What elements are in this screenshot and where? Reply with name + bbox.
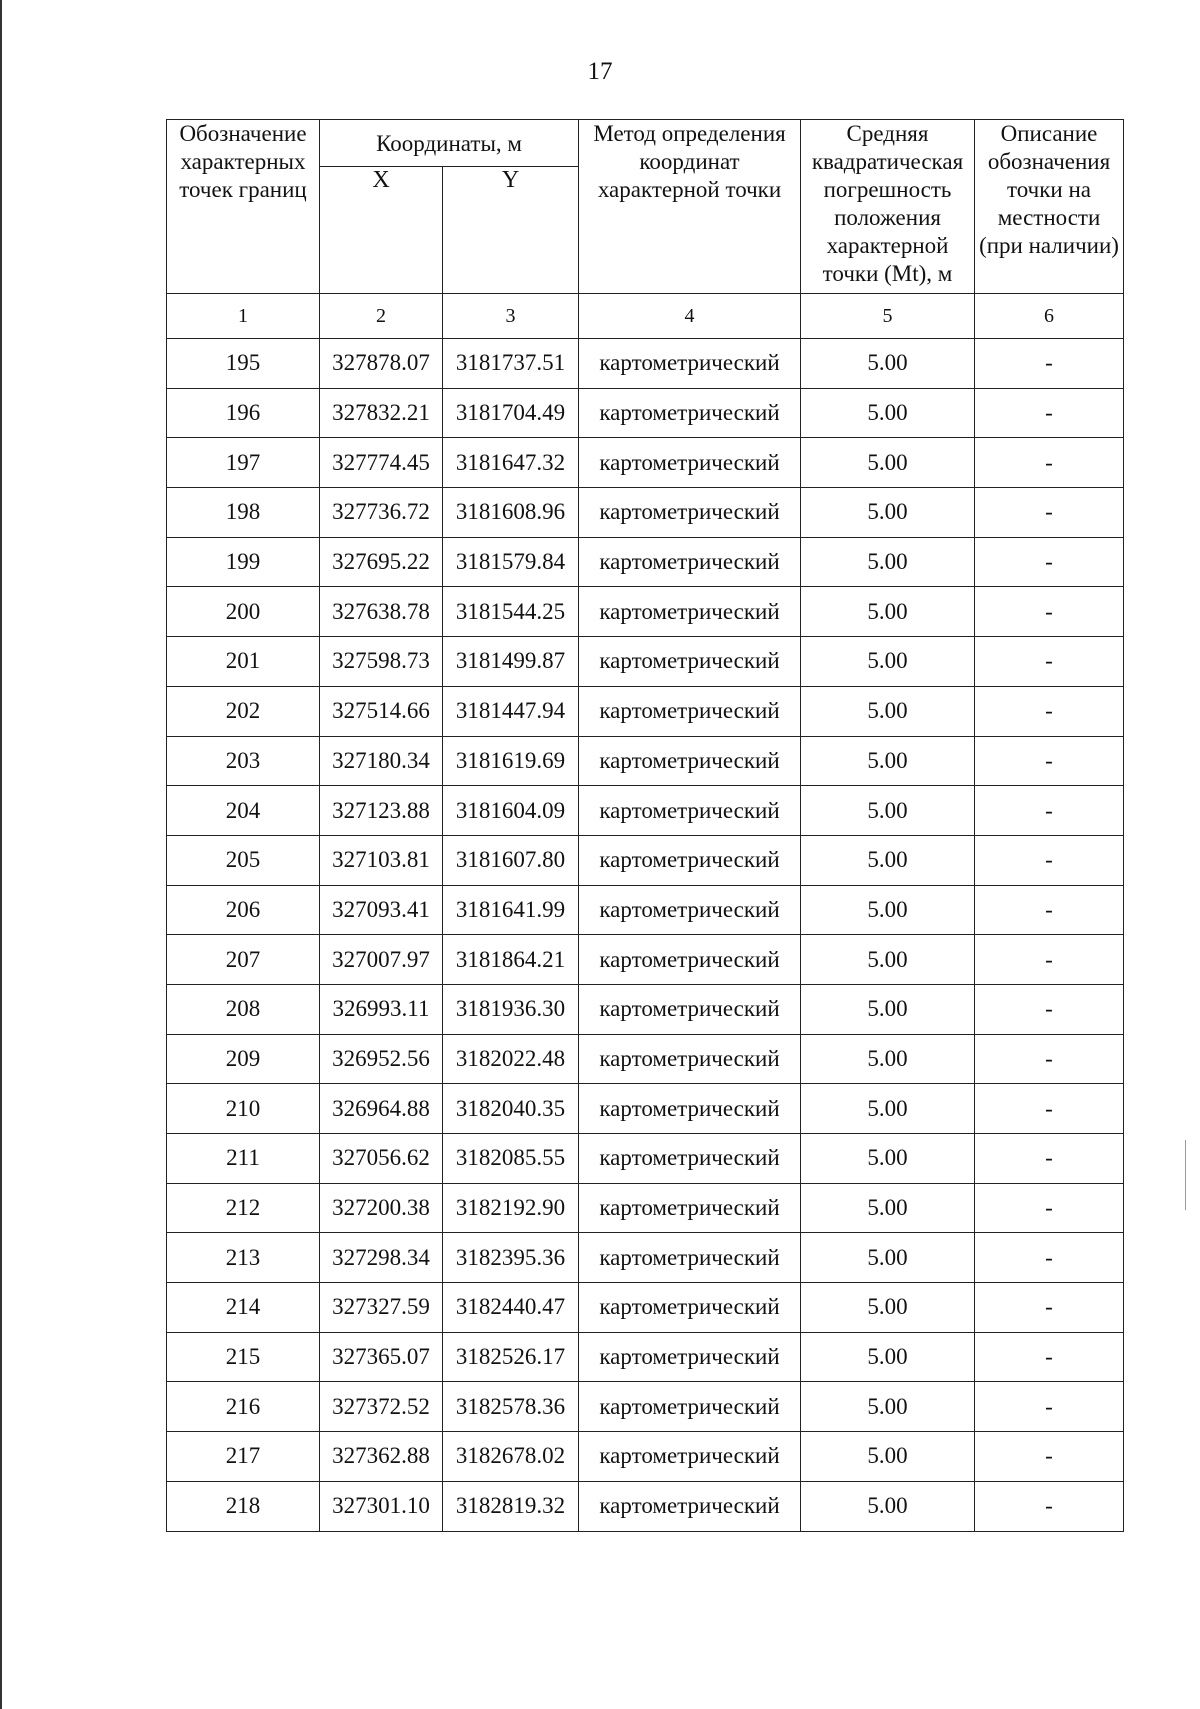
header-y: Y	[443, 167, 579, 294]
x-coord-cell: 327598.73	[320, 637, 443, 687]
table-row	[167, 488, 1124, 538]
y-coord-cell: 3181936.30	[443, 984, 579, 1034]
table-row	[167, 339, 1124, 389]
table-row	[167, 1034, 1124, 1084]
description-cell: -	[975, 885, 1124, 935]
description-cell: -	[975, 1134, 1124, 1184]
point-id-cell: 211	[167, 1134, 320, 1184]
x-coord-cell: 327056.62	[320, 1134, 443, 1184]
scan-edge-mark	[1185, 1140, 1186, 1210]
table-row	[167, 1332, 1124, 1382]
error-cell: 5.00	[801, 1382, 975, 1432]
error-cell: 5.00	[801, 885, 975, 935]
point-id-cell: 214	[167, 1283, 320, 1333]
table-row	[167, 984, 1124, 1034]
table-row	[167, 388, 1124, 438]
x-coord-cell: 327638.78	[320, 587, 443, 637]
description-cell: -	[975, 1432, 1124, 1482]
x-coord-cell: 327736.72	[320, 488, 443, 538]
error-cell: 5.00	[801, 1084, 975, 1134]
description-cell: -	[975, 1034, 1124, 1084]
y-coord-cell: 3181647.32	[443, 438, 579, 488]
description-cell: -	[975, 438, 1124, 488]
scan-edge-line	[0, 0, 2, 1709]
error-cell: 5.00	[801, 488, 975, 538]
point-id-cell: 197	[167, 438, 320, 488]
x-coord-cell: 327093.41	[320, 885, 443, 935]
method-cell: картометрический	[579, 1382, 801, 1432]
y-coord-cell: 3181737.51	[443, 339, 579, 389]
column-number: 4	[579, 294, 801, 339]
error-cell: 5.00	[801, 1183, 975, 1233]
table-row	[167, 786, 1124, 836]
table-row	[167, 686, 1124, 736]
error-cell: 5.00	[801, 1233, 975, 1283]
method-cell: картометрический	[579, 339, 801, 389]
x-coord-cell: 326952.56	[320, 1034, 443, 1084]
point-id-cell: 207	[167, 935, 320, 985]
description-cell: -	[975, 339, 1124, 389]
description-cell: -	[975, 686, 1124, 736]
method-cell: картометрический	[579, 388, 801, 438]
description-cell: -	[975, 835, 1124, 885]
point-id-cell: 198	[167, 488, 320, 538]
point-id-cell: 202	[167, 686, 320, 736]
description-cell: -	[975, 1283, 1124, 1333]
table-row	[167, 537, 1124, 587]
point-id-cell: 218	[167, 1481, 320, 1531]
header-mean-square-error: Средняя квадратическая погрешность положения характерной точки (Mt), м	[801, 120, 975, 294]
method-cell: картометрический	[579, 885, 801, 935]
y-coord-cell: 3181544.25	[443, 587, 579, 637]
y-coord-cell: 3181704.49	[443, 388, 579, 438]
y-coord-cell: 3181608.96	[443, 488, 579, 538]
y-coord-cell: 3182040.35	[443, 1084, 579, 1134]
method-cell: картометрический	[579, 438, 801, 488]
y-coord-cell: 3182819.32	[443, 1481, 579, 1531]
header-x: X	[320, 167, 443, 294]
y-coord-cell: 3181579.84	[443, 537, 579, 587]
table-row	[167, 1233, 1124, 1283]
error-cell: 5.00	[801, 1332, 975, 1382]
method-cell: картометрический	[579, 1233, 801, 1283]
point-id-cell: 208	[167, 984, 320, 1034]
header-description: Описание обозначения точки на местности (при наличии)	[975, 120, 1124, 294]
method-cell: картометрический	[579, 1283, 801, 1333]
error-cell: 5.00	[801, 1283, 975, 1333]
error-cell: 5.00	[801, 1432, 975, 1482]
header-method: Метод определения координат характерной точки	[579, 120, 801, 294]
y-coord-cell: 3182578.36	[443, 1382, 579, 1432]
method-cell: картометрический	[579, 488, 801, 538]
point-id-cell: 203	[167, 736, 320, 786]
description-cell: -	[975, 1183, 1124, 1233]
y-coord-cell: 3181641.99	[443, 885, 579, 935]
error-cell: 5.00	[801, 339, 975, 389]
description-cell: -	[975, 587, 1124, 637]
description-cell: -	[975, 1481, 1124, 1531]
error-cell: 5.00	[801, 1034, 975, 1084]
point-id-cell: 212	[167, 1183, 320, 1233]
table-row	[167, 1134, 1124, 1184]
table-row	[167, 885, 1124, 935]
column-number: 6	[975, 294, 1124, 339]
error-cell: 5.00	[801, 537, 975, 587]
method-cell: картометрический	[579, 686, 801, 736]
y-coord-cell: 3181604.09	[443, 786, 579, 836]
point-id-cell: 215	[167, 1332, 320, 1382]
point-id-cell: 199	[167, 537, 320, 587]
method-cell: картометрический	[579, 984, 801, 1034]
x-coord-cell: 327362.88	[320, 1432, 443, 1482]
method-cell: картометрический	[579, 537, 801, 587]
header-point-designation: Обозначение характерных точек границ	[167, 120, 320, 294]
column-number: 3	[443, 294, 579, 339]
table-row	[167, 587, 1124, 637]
x-coord-cell: 327365.07	[320, 1332, 443, 1382]
table-row	[167, 1432, 1124, 1482]
point-id-cell: 201	[167, 637, 320, 687]
point-id-cell: 209	[167, 1034, 320, 1084]
point-id-cell: 204	[167, 786, 320, 836]
x-coord-cell: 327007.97	[320, 935, 443, 985]
error-cell: 5.00	[801, 637, 975, 687]
column-number: 2	[320, 294, 443, 339]
table-row	[167, 438, 1124, 488]
method-cell: картометрический	[579, 1134, 801, 1184]
y-coord-cell: 3182395.36	[443, 1233, 579, 1283]
y-coord-cell: 3181499.87	[443, 637, 579, 687]
method-cell: картометрический	[579, 835, 801, 885]
column-number: 5	[801, 294, 975, 339]
table-row	[167, 1481, 1124, 1531]
y-coord-cell: 3182085.55	[443, 1134, 579, 1184]
error-cell: 5.00	[801, 835, 975, 885]
x-coord-cell: 327878.07	[320, 339, 443, 389]
description-cell: -	[975, 1084, 1124, 1134]
method-cell: картометрический	[579, 637, 801, 687]
y-coord-cell: 3182022.48	[443, 1034, 579, 1084]
method-cell: картометрический	[579, 786, 801, 836]
column-number-row	[167, 294, 1124, 339]
method-cell: картометрический	[579, 1084, 801, 1134]
table-row	[167, 1382, 1124, 1432]
error-cell: 5.00	[801, 686, 975, 736]
x-coord-cell: 327103.81	[320, 835, 443, 885]
column-number: 1	[167, 294, 320, 339]
method-cell: картометрический	[579, 1481, 801, 1531]
y-coord-cell: 3181607.80	[443, 835, 579, 885]
y-coord-cell: 3181864.21	[443, 935, 579, 985]
error-cell: 5.00	[801, 935, 975, 985]
table-row	[167, 1084, 1124, 1134]
point-id-cell: 196	[167, 388, 320, 438]
description-cell: -	[975, 388, 1124, 438]
description-cell: -	[975, 984, 1124, 1034]
header-coordinates: Координаты, м	[320, 120, 579, 167]
error-cell: 5.00	[801, 587, 975, 637]
y-coord-cell: 3182526.17	[443, 1332, 579, 1382]
point-id-cell: 217	[167, 1432, 320, 1482]
table-row	[167, 736, 1124, 786]
y-coord-cell: 3182440.47	[443, 1283, 579, 1333]
table-row	[167, 835, 1124, 885]
method-cell: картометрический	[579, 587, 801, 637]
point-id-cell: 210	[167, 1084, 320, 1134]
method-cell: картометрический	[579, 736, 801, 786]
point-id-cell: 200	[167, 587, 320, 637]
error-cell: 5.00	[801, 438, 975, 488]
description-cell: -	[975, 1332, 1124, 1382]
x-coord-cell: 327301.10	[320, 1481, 443, 1531]
description-cell: -	[975, 1382, 1124, 1432]
error-cell: 5.00	[801, 1134, 975, 1184]
x-coord-cell: 326993.11	[320, 984, 443, 1034]
description-cell: -	[975, 637, 1124, 687]
y-coord-cell: 3181447.94	[443, 686, 579, 736]
table-row	[167, 935, 1124, 985]
x-coord-cell: 326964.88	[320, 1084, 443, 1134]
method-cell: картометрический	[579, 1432, 801, 1482]
x-coord-cell: 327123.88	[320, 786, 443, 836]
method-cell: картометрический	[579, 1034, 801, 1084]
x-coord-cell: 327774.45	[320, 438, 443, 488]
x-coord-cell: 327695.22	[320, 537, 443, 587]
error-cell: 5.00	[801, 388, 975, 438]
point-id-cell: 195	[167, 339, 320, 389]
point-id-cell: 216	[167, 1382, 320, 1432]
description-cell: -	[975, 488, 1124, 538]
point-id-cell: 205	[167, 835, 320, 885]
point-id-cell: 213	[167, 1233, 320, 1283]
error-cell: 5.00	[801, 984, 975, 1034]
page-number: 17	[587, 58, 613, 85]
table-row	[167, 637, 1124, 687]
x-coord-cell: 327298.34	[320, 1233, 443, 1283]
x-coord-cell: 327372.52	[320, 1382, 443, 1432]
description-cell: -	[975, 1233, 1124, 1283]
description-cell: -	[975, 935, 1124, 985]
description-cell: -	[975, 736, 1124, 786]
x-coord-cell: 327832.21	[320, 388, 443, 438]
error-cell: 5.00	[801, 786, 975, 836]
x-coord-cell: 327327.59	[320, 1283, 443, 1333]
description-cell: -	[975, 786, 1124, 836]
method-cell: картометрический	[579, 1183, 801, 1233]
boundary-points-table	[166, 119, 1124, 1532]
point-id-cell: 206	[167, 885, 320, 935]
y-coord-cell: 3181619.69	[443, 736, 579, 786]
error-cell: 5.00	[801, 1481, 975, 1531]
x-coord-cell: 327200.38	[320, 1183, 443, 1233]
description-cell: -	[975, 537, 1124, 587]
x-coord-cell: 327514.66	[320, 686, 443, 736]
method-cell: картометрический	[579, 935, 801, 985]
error-cell: 5.00	[801, 736, 975, 786]
table-row	[167, 1283, 1124, 1333]
x-coord-cell: 327180.34	[320, 736, 443, 786]
y-coord-cell: 3182678.02	[443, 1432, 579, 1482]
table-row	[167, 1183, 1124, 1233]
y-coord-cell: 3182192.90	[443, 1183, 579, 1233]
method-cell: картометрический	[579, 1332, 801, 1382]
